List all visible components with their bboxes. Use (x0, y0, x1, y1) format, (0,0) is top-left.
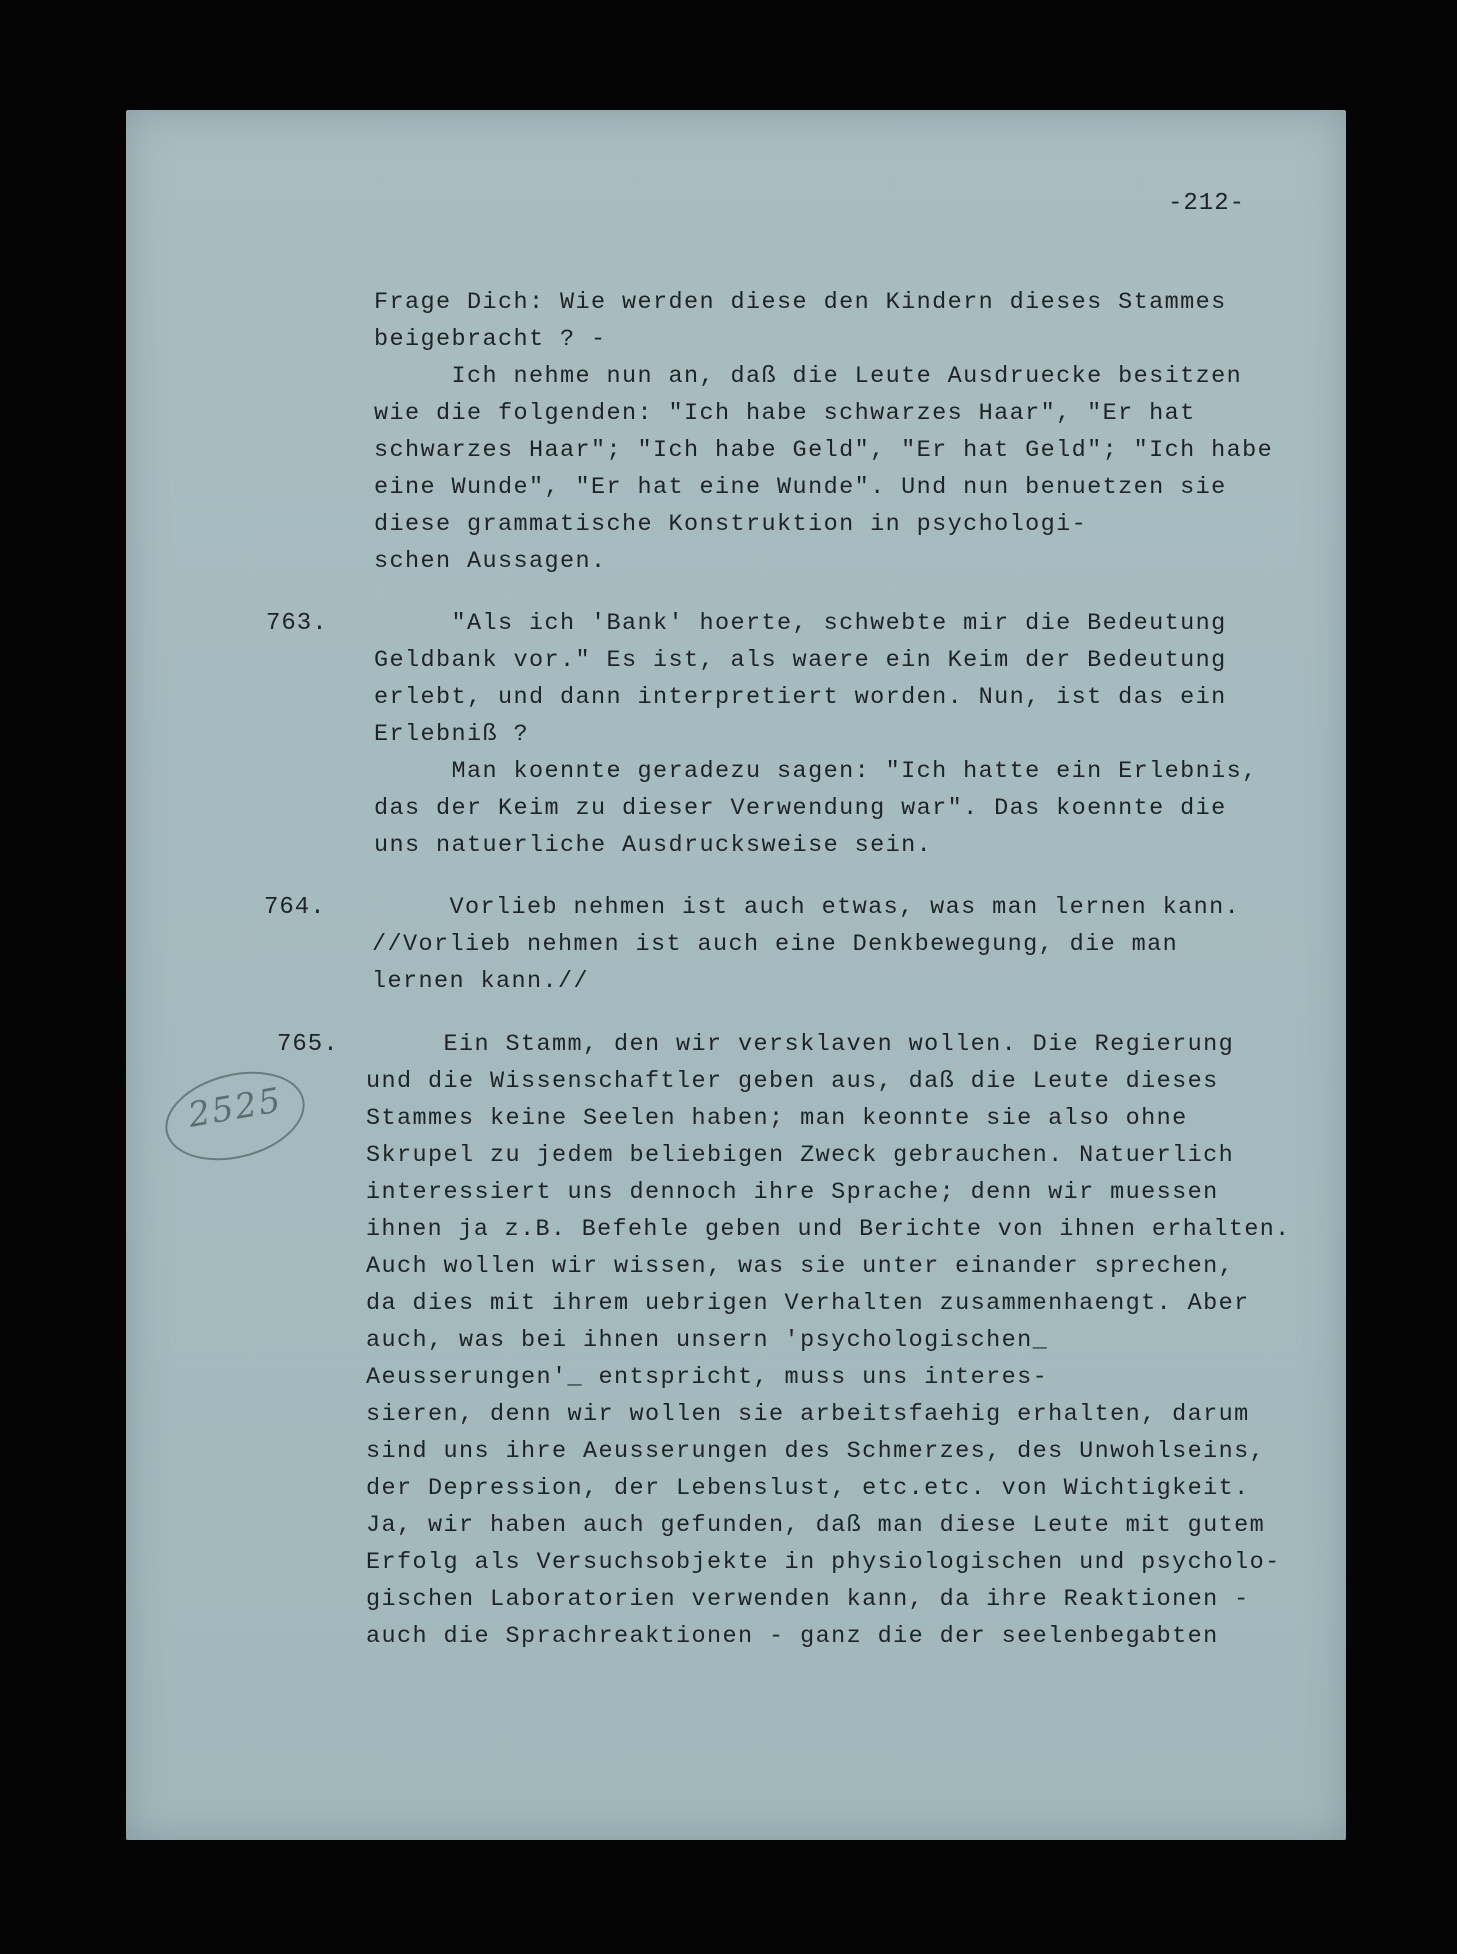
section-765-line: Skrupel zu jedem beliebigen Zweck gebrauchen. Natuerlich (366, 1142, 1235, 1169)
section-765-line: da dies mit ihrem uebrigen Verhalten zusammenhaengt. Aber (366, 1290, 1250, 1317)
intro-line: Frage Dich: Wie werden diese den Kindern dieses Stammes (374, 289, 1227, 316)
section-765-line: sind uns ihre Aeusserungen des Schmerzes, des Unwohlseins, (366, 1438, 1266, 1465)
intro-line: eine Wunde", "Er hat eine Wunde". Und nun benuetzen sie (374, 474, 1227, 501)
section-765-line: ihnen ja z.B. Befehle geben und Berichte von ihnen erhalten. (366, 1216, 1291, 1243)
intro-line: schen Aussagen. (374, 548, 607, 575)
section-763-line: erlebt, und dann interpretiert worden. Nun, ist das ein (374, 684, 1227, 711)
section-765-line: Stammes keine Seelen haben; man keonnte sie also ohne (366, 1105, 1188, 1132)
intro-line: Ich nehme nun an, daß die Leute Ausdruecke besitzen (374, 363, 1243, 390)
section-765-line: Aeusserungen'_ entspricht, muss uns interes- (366, 1364, 1049, 1391)
section-number-764: 764. (264, 894, 326, 921)
page-number: -212- (1168, 190, 1246, 217)
section-765-line: Auch wollen wir wissen, was sie unter einander sprechen, (366, 1253, 1235, 1280)
section-763-line: "Als ich 'Bank' hoerte, schwebte mir die Bedeutung (374, 610, 1227, 637)
section-765-line: interessiert uns dennoch ihre Sprache; denn wir muessen (366, 1179, 1219, 1206)
section-765-line: Ein Stamm, den wir versklaven wollen. Die Regierung (366, 1031, 1235, 1058)
intro-line: diese grammatische Konstruktion in psychologi- (374, 511, 1088, 538)
archive-stamp-number: 2525 (185, 1080, 286, 1136)
intro-line: beigebracht ? - (374, 326, 607, 353)
section-763-line: uns natuerliche Ausdrucksweise sein. (374, 832, 933, 859)
section-765-line: sieren, denn wir wollen sie arbeitsfaehig erhalten, darum (366, 1401, 1250, 1428)
section-763-line: Man koennte geradezu sagen: "Ich hatte ein Erlebnis, (374, 758, 1258, 785)
section-765-line: der Depression, der Lebenslust, etc.etc. von Wichtigkeit. (366, 1475, 1250, 1502)
section-763-line: Erlebniß ? (374, 721, 530, 748)
section-764-line: //Vorlieb nehmen ist auch eine Denkbewegung, die man (372, 931, 1179, 958)
intro-line: wie die folgenden: "Ich habe schwarzes Haar", "Er hat (374, 400, 1196, 427)
intro-line: schwarzes Haar"; "Ich habe Geld", "Er hat Geld"; "Ich habe (374, 437, 1274, 464)
section-765-line: Erfolg als Versuchsobjekte in physiologischen und psycholo- (366, 1549, 1281, 1576)
section-764-line: Vorlieb nehmen ist auch etwas, was man lernen kann. (372, 894, 1241, 921)
section-765-line: Ja, wir haben auch gefunden, daß man diese Leute mit gutem (366, 1512, 1266, 1539)
section-765-line: auch, was bei ihnen unsern 'psychologischen_ (366, 1327, 1049, 1354)
section-number-765: 765. (277, 1031, 339, 1058)
section-765-line: gischen Laboratorien verwenden kann, da ihre Reaktionen - (366, 1586, 1250, 1613)
section-763-line: das der Keim zu dieser Verwendung war". Das koennte die (374, 795, 1227, 822)
section-763-line: Geldbank vor." Es ist, als waere ein Keim der Bedeutung (374, 647, 1227, 674)
section-765-line: und die Wissenschaftler geben aus, daß die Leute dieses (366, 1068, 1219, 1095)
section-number-763: 763. (266, 610, 328, 637)
section-765-line: auch die Sprachreaktionen - ganz die der seelenbegabten (366, 1623, 1219, 1650)
section-764-line: lernen kann.// (372, 968, 590, 995)
